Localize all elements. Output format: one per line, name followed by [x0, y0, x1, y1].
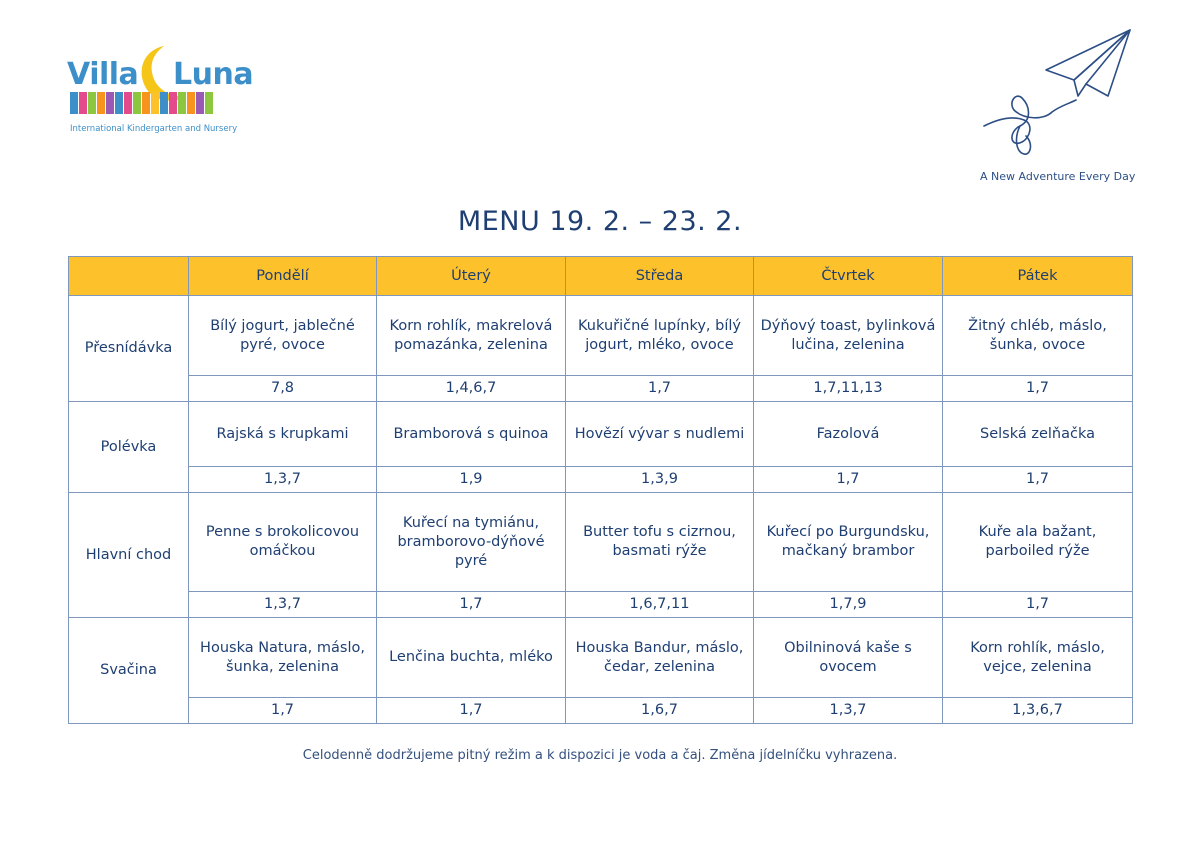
allergen-row — [69, 592, 1133, 618]
allergen-cell: 1,7 — [377, 698, 566, 724]
menu-title: MENU 19. 2. – 23. 2. — [457, 206, 743, 237]
dish-cell: Bramborová s quinoa — [377, 402, 566, 467]
logo-subtitle: International Kindergarten and Nursery — [70, 124, 238, 134]
allergen-cell: 1,7 — [189, 698, 377, 724]
child-figure-icon — [70, 92, 78, 114]
dish-cell: Kukuřičné lupínky, bílý jogurt, mléko, ovoce — [566, 296, 754, 376]
table-header-row — [69, 257, 1133, 296]
child-figure-icon — [151, 92, 159, 114]
villa-luna-logo — [64, 44, 254, 140]
day-header: Středa — [566, 257, 754, 296]
allergen-cell: 1,6,7,11 — [566, 592, 754, 618]
child-figure-icon — [169, 92, 177, 114]
dish-cell: Rajská s krupkami — [189, 402, 377, 467]
allergen-cell: 1,7 — [943, 467, 1133, 493]
child-figure-icon — [196, 92, 204, 114]
child-figure-icon — [115, 92, 123, 114]
allergen-cell: 1,6,7 — [566, 698, 754, 724]
allergen-row — [69, 698, 1133, 724]
dish-cell: Penne s brokolicovou omáčkou — [189, 493, 377, 592]
dish-cell: Houska Bandur, máslo, čedar, zelenina — [566, 618, 754, 698]
allergen-cell: 1,7 — [566, 376, 754, 402]
dish-cell: Korn rohlík, makrelová pomazánka, zelenina — [377, 296, 566, 376]
children-figures-icon — [70, 92, 240, 114]
day-header: Pátek — [943, 257, 1133, 296]
dish-cell: Kuřecí po Burgundsku, mačkaný brambor — [754, 493, 943, 592]
table-row — [69, 618, 1133, 698]
dish-cell: Houska Natura, máslo, šunka, zelenina — [189, 618, 377, 698]
day-header: Čtvrtek — [754, 257, 943, 296]
child-figure-icon — [133, 92, 141, 114]
allergen-cell: 1,3,9 — [566, 467, 754, 493]
table-row — [69, 493, 1133, 592]
dish-cell: Selská zelňačka — [943, 402, 1133, 467]
logo-name-part2: Luna — [173, 57, 254, 92]
allergen-cell: 1,7 — [943, 592, 1133, 618]
allergen-cell: 1,7 — [754, 467, 943, 493]
child-figure-icon — [160, 92, 168, 114]
allergen-cell: 1,7,9 — [754, 592, 943, 618]
child-figure-icon — [88, 92, 96, 114]
allergen-row — [69, 467, 1133, 493]
dish-cell: Korn rohlík, máslo, vejce, zelenina — [943, 618, 1133, 698]
dish-cell: Bílý jogurt, jablečné pyré, ovoce — [189, 296, 377, 376]
meal-label: Hlavní chod — [69, 493, 189, 618]
footer-note: Celodenně dodržujeme pitný režim a k dispozici je voda a čaj. Změna jídelníčku vyhrazena. — [302, 748, 898, 763]
dish-cell: Butter tofu s cizrnou, basmati rýže — [566, 493, 754, 592]
logo-name-part1: Villa — [67, 57, 139, 92]
dish-cell: Kuře ala bažant, parboiled rýže — [943, 493, 1133, 592]
dish-cell: Dýňový toast, bylinková lučina, zelenina — [754, 296, 943, 376]
dish-cell: Fazolová — [754, 402, 943, 467]
allergen-cell: 1,3,6,7 — [943, 698, 1133, 724]
child-figure-icon — [97, 92, 105, 114]
child-figure-icon — [178, 92, 186, 114]
dish-cell: Obilninová kaše s ovocem — [754, 618, 943, 698]
dish-cell: Žitný chléb, máslo, šunka, ovoce — [943, 296, 1133, 376]
allergen-cell: 7,8 — [189, 376, 377, 402]
allergen-cell: 1,7 — [377, 592, 566, 618]
child-figure-icon — [187, 92, 195, 114]
allergen-cell: 1,7 — [943, 376, 1133, 402]
table-row — [69, 402, 1133, 467]
header-corner-cell — [69, 257, 189, 296]
dish-cell: Hovězí vývar s nudlemi — [566, 402, 754, 467]
allergen-cell: 1,9 — [377, 467, 566, 493]
meal-label: Polévka — [69, 402, 189, 493]
child-figure-icon — [205, 92, 213, 114]
child-figure-icon — [106, 92, 114, 114]
day-header: Pondělí — [189, 257, 377, 296]
dish-cell: Kuřecí na tymiánu, bramborovo-dýňové pyré — [377, 493, 566, 592]
child-figure-icon — [142, 92, 150, 114]
child-figure-icon — [79, 92, 87, 114]
meal-label: Svačina — [69, 618, 189, 724]
allergen-cell: 1,7,11,13 — [754, 376, 943, 402]
meal-label: Přesnídávka — [69, 296, 189, 402]
tagline: A New Adventure Every Day — [980, 170, 1136, 183]
paper-plane-icon — [980, 26, 1140, 166]
weekly-menu-table — [68, 256, 1133, 724]
table-row — [69, 296, 1133, 376]
allergen-cell: 1,3,7 — [754, 698, 943, 724]
allergen-cell: 1,4,6,7 — [377, 376, 566, 402]
allergen-row — [69, 376, 1133, 402]
dish-cell: Lenčina buchta, mléko — [377, 618, 566, 698]
day-header: Úterý — [377, 257, 566, 296]
child-figure-icon — [124, 92, 132, 114]
allergen-cell: 1,3,7 — [189, 592, 377, 618]
allergen-cell: 1,3,7 — [189, 467, 377, 493]
